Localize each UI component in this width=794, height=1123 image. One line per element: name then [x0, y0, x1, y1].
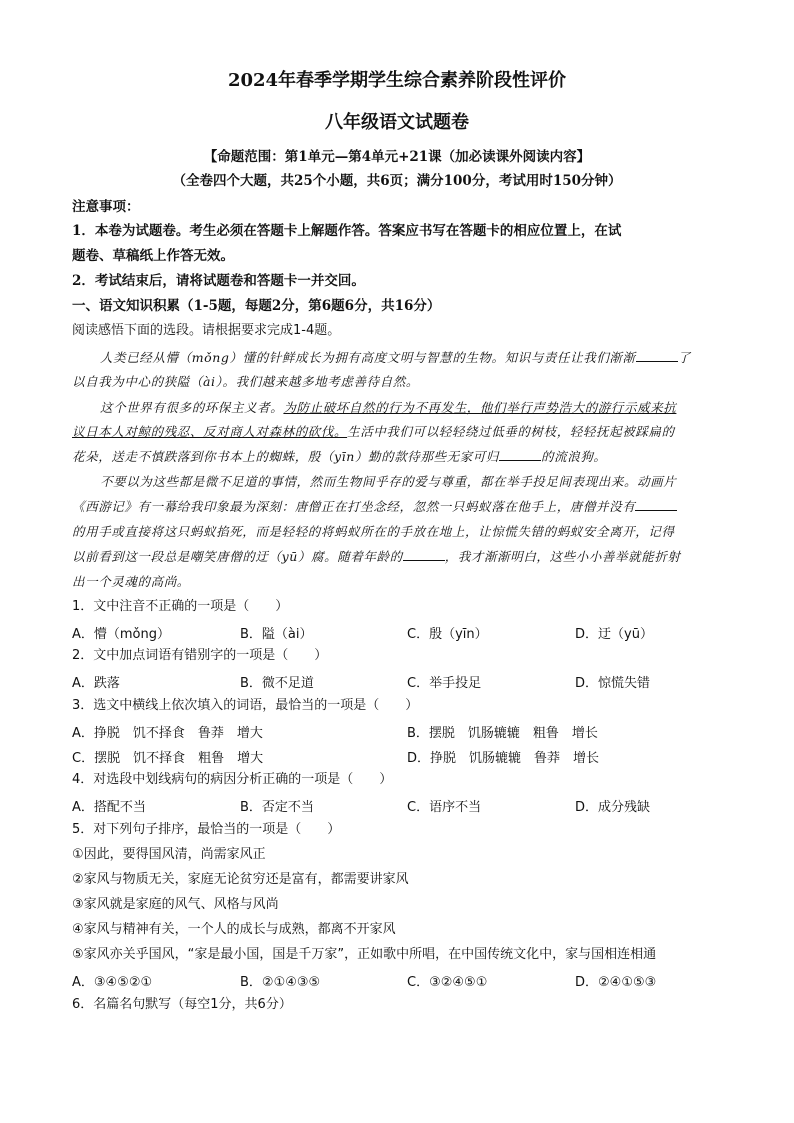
option-b[interactable]: B．微不足道 — [240, 676, 314, 691]
answer-blank — [499, 448, 541, 461]
sentence-item: ④家风与精神有关，一个人的成长与成熟，都离不开家风 — [72, 922, 396, 937]
option-b[interactable]: B．隘（ài） — [240, 627, 313, 642]
passage-line: 不要以为这些都是微不足道的事情，然而生物间乎存的爱与尊重，都在举手投足间表现出来。动画片 — [100, 474, 677, 489]
option-a[interactable]: A．懵（mǒng） — [72, 627, 171, 642]
section1-heading: 一、语文知识积累（1-5题，每题2分，第6题6分，共16分） — [72, 298, 441, 314]
option-a[interactable]: A．跌落 — [72, 676, 120, 691]
answer-blank — [636, 349, 678, 362]
note-item-1b: 题卷、草稿纸上作答无效。 — [72, 248, 234, 264]
exam-subtitle: 八年级语文试题卷 — [325, 112, 469, 133]
option-b[interactable]: B．摆脱 饥肠辘辘 粗鲁 增长 — [407, 726, 598, 741]
question-stem: 2．文中加点词语有错别字的一项是（ ） — [72, 648, 328, 663]
option-d[interactable]: D．迂（yū） — [575, 627, 653, 642]
question-stem: 1．文中注音不正确的一项是（ ） — [72, 599, 289, 614]
sentence-item: ①因此，要得国风清，尚需家风正 — [72, 847, 266, 862]
option-b[interactable]: B．否定不当 — [240, 800, 314, 815]
option-c[interactable]: C．举手投足 — [407, 676, 482, 691]
passage-line: 出一个灵魂的高尚。 — [72, 574, 190, 589]
passage-line: 花朵，送走不慎跌落到你书本上的蜘蛛，殷（yīn）勤的款待那些无家可归 的流浪狗。 — [72, 449, 607, 464]
option-c[interactable]: C．殷（yīn） — [407, 627, 488, 642]
option-a[interactable]: A．③④⑤②① — [72, 975, 153, 990]
exam-title: 2024年春季学期学生综合素养阶段性评价 — [227, 70, 567, 91]
underlined-sentence: 议日本人对鲸的残忍、反对商人对森林的砍伐。 — [72, 424, 348, 439]
option-a[interactable]: A．挣脱 饥不择食 鲁莽 增大 — [72, 726, 263, 741]
passage-line: 议日本人对鲸的残忍、反对商人对森林的砍伐。生活中我们可以轻轻绕过低垂的树枝，轻轻抚起被踩扁的 — [72, 424, 675, 439]
passage-line: 的用手或直接将这只蚂蚁掐死，而是轻轻的将蚂蚁所在的手放在地上，让惊慌失错的蚂蚁安全离开，记得 — [72, 524, 675, 539]
note-item-2: 2．考试结束后，请将试题卷和答题卡一并交回。 — [72, 273, 365, 289]
section1-instruction: 阅读感悟下面的选段。请根据要求完成1-4题。 — [72, 323, 341, 338]
sentence-item: ③家风就是家庭的风气、风格与风尚 — [72, 897, 279, 912]
exam-scope: 【命题范围：第1单元—第4单元+21课（加必读课外阅读内容】 — [203, 149, 591, 165]
option-b[interactable]: B．②①④③⑤ — [240, 975, 321, 990]
option-d[interactable]: D．②④①⑤③ — [575, 975, 657, 990]
question-stem: 3．选文中横线上依次填入的词语，最恰当的一项是（ ） — [72, 698, 419, 713]
passage-line: 以自我为中心的狭隘（ài）。我们越来越多地考虑善待自然。 — [72, 374, 420, 389]
question-stem: 5．对下列句子排序，最恰当的一项是（ ） — [72, 822, 341, 837]
option-c[interactable]: C．③②④⑤① — [407, 975, 488, 990]
option-c[interactable]: C．语序不当 — [407, 800, 482, 815]
passage-line: 这个世界有很多的环保主义者。为防止破坏自然的行为不再发生，他们举行声势浩大的游行示威来抗 — [100, 400, 677, 415]
option-a[interactable]: A．搭配不当 — [72, 800, 146, 815]
option-d[interactable]: D．挣脱 饥肠辘辘 鲁莽 增长 — [407, 751, 600, 766]
answer-blank — [635, 498, 677, 511]
sentence-item: ②家风与物质无关，家庭无论贫穷还是富有，都需要讲家风 — [72, 872, 409, 887]
underlined-sentence: 为防止破坏自然的行为不再发生，他们举行声势浩大的游行示威来抗 — [283, 400, 677, 415]
option-d[interactable]: D．成分残缺 — [575, 800, 651, 815]
question-stem: 4．对选段中划线病句的病因分析正确的一项是（ ） — [72, 772, 393, 787]
exam-info: （全卷四个大题，共25个小题，共6页；满分100分，考试用时150分钟） — [172, 173, 622, 189]
sentence-item: ⑤家风亦关乎国风，“家是最小国，国是千万家”，正如歌中所唱，在中国传统文化中，家与国相连相通 — [72, 947, 657, 962]
answer-blank — [403, 548, 445, 561]
passage-line: 《西游记》有一幕给我印象最为深刻：唐僧正在打坐念经，忽然一只蚂蚁落在他手上，唐僧并没有 — [72, 498, 677, 516]
passage-line: 人类已经从懵（mǒng）懂的针鲜成长为拥有高度文明与智慧的生物。知识与责任让我们渐渐 了 — [100, 350, 691, 365]
note-item-1a: 1．本卷为试题卷。考生必须在答题卡上解题作答。答案应书写在答题卡的相应位置上，在试 — [72, 223, 622, 239]
option-c[interactable]: C．摆脱 饥不择食 粗鲁 增大 — [72, 751, 264, 766]
passage-line: 以前看到这一段总是嘲笑唐僧的迂（yū）腐。随着年龄的 ，我才渐渐明白，这些小小善举就能折射 — [72, 549, 681, 564]
question-6-stem: 6．名篇名句默写（每空1分，共6分） — [72, 997, 292, 1012]
option-d[interactable]: D．惊慌失错 — [575, 676, 651, 691]
notes-heading: 注意事项： — [72, 199, 140, 215]
